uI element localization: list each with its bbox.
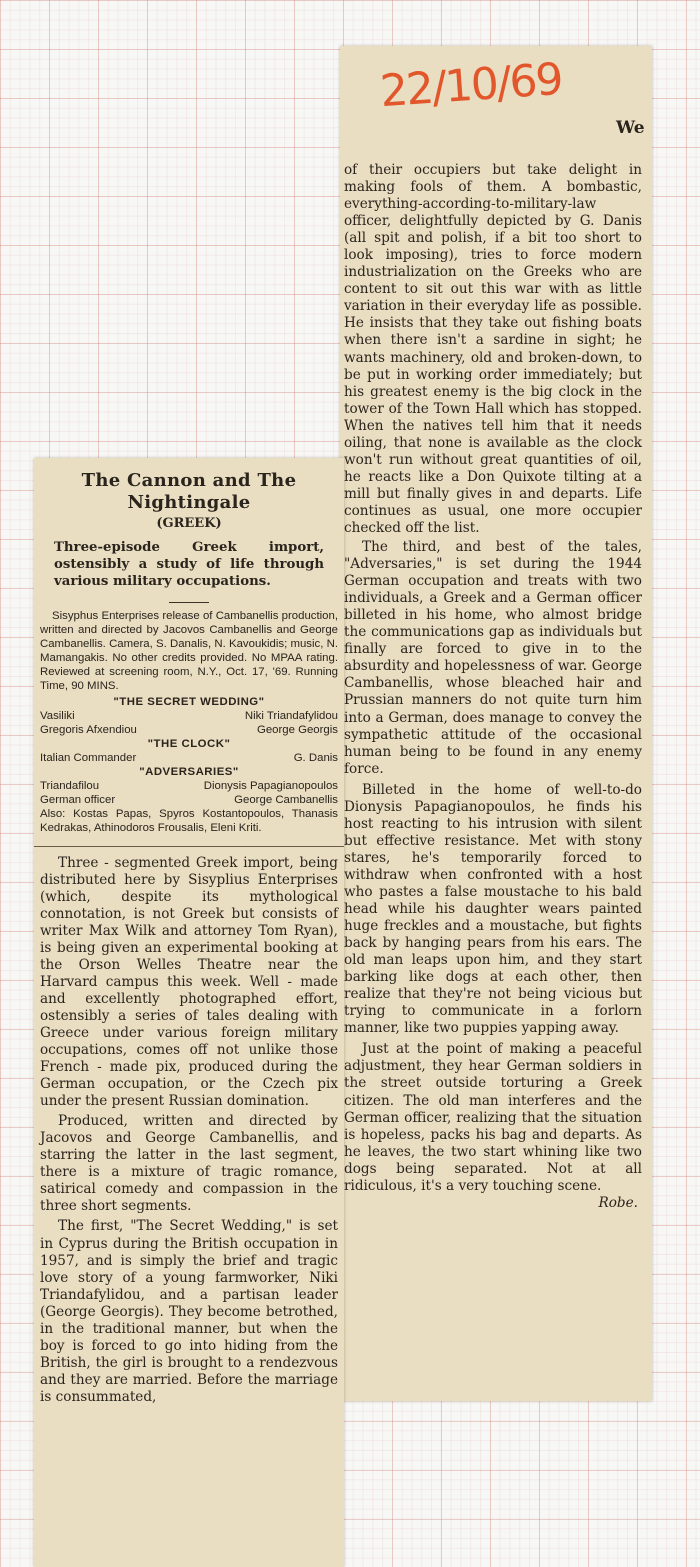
actor: George Georgis	[256, 723, 338, 736]
title-line: The Cannon and The	[81, 470, 297, 491]
clipping-left-column	[34, 458, 344, 1567]
actor: George Cambanellis	[234, 794, 338, 807]
cast-row	[40, 709, 338, 723]
paragraph: of their occupiers but take delight in making fools of them. A bombastic, everything-according-to-military-law officer, delightfully depicted by G. Danis (all spit and polish, if a bit too short to look imposing), tries to force modern industrialization on the Greeks who are content to sit out this war with as little variation in their everyday life as possible. He insists that they take out fishing boats when there isn't a sardine in sight; he wants machinery, old and broken-down, to be put in working order immediately; but his greatest enemy is the big clock in the tower of the Town Hall which has stopped. When the natives tell him that it needs oiling, that none is available as the clock won't run without great quantities of oil, he reacts like a Don Quixote tilting at a mill but finally gives in and departs. Life continues as usual, one more occupier checked off the list.	[344, 162, 642, 536]
review-summary: Three-episode Greek import, ostensibly a study of life through various military occupations.	[54, 540, 324, 589]
paragraph: Three - segmented Greek import, being distributed here by Sisyplius Enterprises (which, despite its mythological connotation, is not Greek but consists of writer Max Wilk and attorney Tom Ryan), is being given an experimental booking at the Orson Welles Theatre near the Harvard campus this week. Well - made and excellently photographed effort, ostensibly a series of tales dealing with Greece under various foreign military occupations, comes off not unlike those French - made pix, produced during the German occupation, or the Czech pix under the present Russian domination.	[40, 854, 338, 1110]
clipping-right-column	[340, 46, 652, 1401]
additional-cast: Also: Kostas Papas, Spyros Kostantopoulos, Thanasis Kedrakas, Athinodoros Frousalis, Eleni Kriti.	[40, 808, 338, 835]
segment-title: "THE CLOCK"	[147, 737, 231, 750]
cast-list	[40, 695, 338, 836]
divider	[169, 602, 209, 603]
cast-row	[40, 779, 338, 793]
film-origin: (GREEK)	[156, 516, 222, 531]
cast-row	[40, 751, 338, 765]
title-line: Nightingale	[127, 492, 251, 513]
actor: Niki Triandafylidou	[244, 709, 338, 722]
paragraph: Produced, written and directed by Jacovos and George Cambanellis, and starring the latter in the last segment, there is a mixture of tragic romance, satirical comedy and compassion in the three short segments.	[40, 1113, 338, 1215]
cast-row	[40, 723, 338, 737]
role: Vasiliki	[40, 709, 75, 722]
actor: Dionysis Papagianopoulos	[203, 780, 338, 793]
paragraph: The first, "The Secret Wedding," is set in Cyprus during the British occupation in 1957, and is simply the brief and tragic love story of a young farmworker, Niki Triandafylidou, and a partisan leader (George Georgis). They become betrothed, in the traditional manner, but when the boy is forced to go into hiding from the British, the girl is brought to a rendezvous and they are married. Before the marriage is consummated,	[40, 1218, 338, 1405]
role: Triandafilou	[40, 780, 100, 793]
masthead-fragment: We	[616, 118, 645, 138]
review-continuation	[344, 162, 642, 1212]
segment-title: "THE SECRET WEDDING"	[113, 695, 265, 708]
film-credits: Sisyphus Enterprises release of Cambanellis production, written and directed by Jacovos Cambanellis and George Cambanellis. Camera, S. Danalis, N. Kavoukidis; music, N. Mamangakis. No other credits provided. No MPAA rating. Reviewed at screening room, N.Y., Oct. 17, '69. Running Time, 90 MINS.	[40, 610, 338, 693]
divider	[34, 846, 344, 847]
role: Italian Commander	[40, 751, 137, 764]
paragraph: The third, and best of the tales, "Adversaries," is set during the 1944 German occupation and treats with two individuals, a Greek and a German officer billeted in his home, who almost bridge the communications gap as individuals but finally are forced to give in to the absurdity and hopelessness of war. George Cambanellis, whose bleached hair and Prussian manners do not quite turn him into a German, does manage to convey the sympathetic attitude of the occasional human being to be found in any enemy force.	[344, 539, 642, 777]
reviewer-signature: Robe.	[598, 1194, 638, 1211]
role: Gregoris Afxendiou	[40, 723, 137, 736]
paragraph: Billeted in the home of well-to-do Dionysis Papagianopoulos, he finds his host reacting to his intrusion with silent but effective resistance. Met with stony stares, he's temporarily forced to withdraw when confronted with a host who pastes a false moustache to his bald head while his daughter wears painted huge freckles and a moustache, but fights back by hanging pears from his ears. The old man leaps upon him, and they start barking like dogs at each other, then realize that they're not being vicious but trying to communicate in a forlorn manner, like two puppies yapping away.	[344, 781, 642, 1037]
paragraph	[344, 1041, 642, 1211]
review-title	[40, 470, 338, 514]
role: German officer	[40, 794, 116, 807]
handwritten-date: 22/10/69	[378, 53, 564, 118]
paragraph-text: Just at the point of making a peaceful adjustment, they hear German soldiers in the street outside torturing a Greek citizen. The old man interferes and the German officer, realizing that the situation is hopeless, packs his bag and departs. As he leaves, the two start whining like two dogs being separated. Not at all ridiculous, it's a very touching scene.	[344, 1041, 642, 1194]
review-body	[40, 855, 338, 1407]
actor: G. Danis	[293, 751, 338, 764]
segment-title: "ADVERSARIES"	[139, 766, 239, 779]
cast-row	[40, 793, 338, 807]
